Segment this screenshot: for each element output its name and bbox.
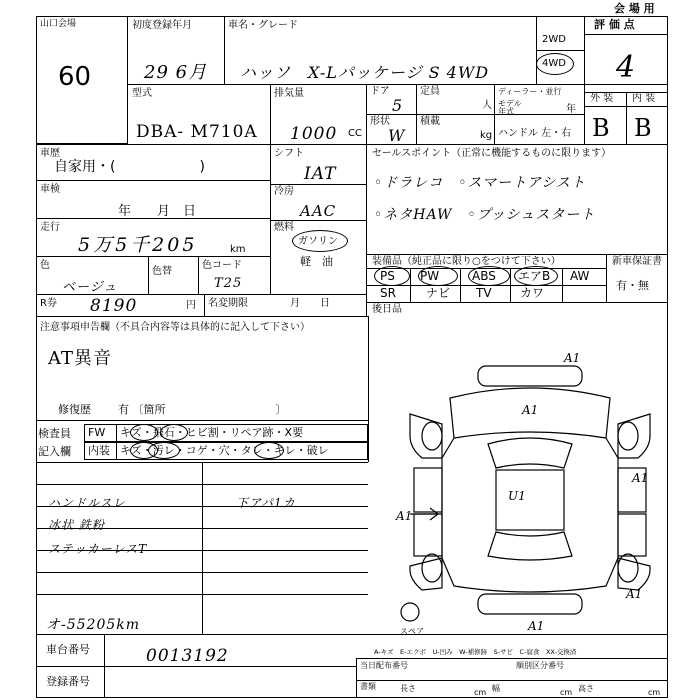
chassis-value: 0013192 [146, 646, 229, 666]
height-unit: cm [648, 688, 661, 697]
dealer-label: ディーラー・並行 [498, 87, 562, 96]
equipment-item: カワ [520, 286, 545, 300]
chassis-label: 車台番号 [46, 643, 90, 656]
diagram-legend: A-キズ E-エクボ U-凹み W-補修跡 S-サビ C-腐食 XX-交換済 [374, 648, 577, 656]
venue-label: 会 場 用 [614, 2, 655, 15]
inspection-label: 車検 [40, 184, 60, 195]
color-change-label: 色替 [152, 266, 172, 277]
fuel-gas-circle [292, 230, 348, 252]
height-label: 高さ [578, 684, 594, 693]
color-value: ベージュ [62, 280, 118, 295]
score-label: 評 価 点 [594, 18, 635, 31]
inspector-fw-items: キズ・飛石・ヒビ割・リペア跡・X要 [120, 426, 304, 439]
interior-label: 内 装 [632, 93, 656, 104]
fuel-light: 軽 油 [300, 255, 333, 268]
remarks-left-3: ステッカーレスT [48, 542, 148, 556]
model-value: DBA- M710A [136, 122, 258, 142]
name-change-value: 月 日 [290, 298, 330, 309]
year-unit: 年 [566, 104, 576, 115]
shift-value: IAT [304, 164, 337, 184]
drive-4wd-circle [536, 53, 574, 75]
mark-7: A1 [528, 619, 545, 633]
mark-4: A1 [396, 509, 413, 523]
doors-label: ドア [370, 86, 390, 97]
sales-label: セールスポイント（正常に機能するものに限ります） [372, 148, 612, 159]
equipment-item: AW [570, 269, 590, 283]
mark-5: A1 [632, 471, 649, 485]
repair-label: 修復歴 [58, 403, 91, 416]
drive-2wd: 2WD [542, 34, 566, 45]
load-unit: kg [480, 130, 493, 141]
mark-1: A1 [564, 351, 581, 365]
mark-6: A1 [626, 587, 643, 601]
odo-note: オ-55205km [46, 617, 141, 633]
lot-number: 60 [58, 62, 92, 92]
equipment-item: PW [420, 269, 440, 283]
km-unit: km [230, 244, 246, 255]
auction-house: 山口会場 [40, 19, 77, 29]
ac-value: AAC [300, 202, 337, 220]
color-label: 色 [40, 260, 50, 271]
doc-no-label: 当日配布番号 [360, 661, 408, 670]
equipment-item: エアB [518, 269, 551, 283]
body-type-value: W [388, 126, 406, 145]
inspector-interior-items: キズ・汚レ・コゲ・穴・タレ・キレ・破レ [120, 444, 329, 457]
new-warranty-value: 有・無 [616, 279, 649, 292]
exterior-label: 外 装 [590, 93, 614, 104]
handle-label: ハンドル 左・右 [498, 128, 572, 139]
inspector-label-2: 記入欄 [38, 445, 71, 458]
equipment-circle [514, 266, 558, 286]
drive-4wd: 4WD [542, 58, 566, 69]
mark-2: A1 [522, 403, 539, 417]
model-label: 型式 [132, 88, 152, 99]
seats-unit: 人 [482, 100, 492, 111]
first-reg-label: 初度登録年月 [132, 20, 192, 31]
r-value: 8190 [90, 296, 138, 316]
length-label: 長さ [400, 684, 416, 693]
exterior-value: B [592, 114, 611, 142]
width-label: 幅 [492, 684, 500, 693]
fuel-gas: ガソリン [298, 236, 338, 247]
load-label: 積載 [420, 116, 440, 127]
inspector-label-1: 検査員 [38, 427, 71, 440]
equipment-item: ナビ [426, 286, 451, 300]
equipment-circle [374, 266, 410, 286]
doc-label: 書類 [360, 682, 376, 691]
spare-label: スペア [400, 627, 424, 634]
equipment-label: 装備品（純正品に限り○をつけて下さい） [372, 256, 561, 267]
car-name-value: ハッソ X-Lパッケージ S 4WD [240, 63, 490, 82]
inspector-fw: FW [88, 426, 106, 439]
doors-value: 5 [392, 96, 404, 115]
color-code-label: 色コード [202, 260, 242, 271]
shift-label: シフト [274, 148, 304, 159]
cc-unit: CC [348, 128, 362, 139]
remarks-left-1: ハンドルスレ [48, 496, 126, 510]
remarks-left-2: 冰状 鉄粉 [48, 518, 105, 532]
fuel-label: 燃料 [274, 222, 294, 233]
width-unit: cm [560, 688, 573, 697]
sales-line2: ◦ネタHAW ◦プッシュスタート [374, 207, 596, 223]
score-value: 4 [616, 50, 637, 85]
rear-item-label: 後日品 [372, 304, 402, 315]
seats-label: 定員 [420, 86, 440, 97]
equipment-item: PS [380, 269, 395, 283]
equipment-item: ABS [472, 269, 496, 283]
r-label: R券 [40, 298, 57, 309]
repair-value: 有 〔箇所 〕 [118, 403, 287, 416]
equipment-item: SR [380, 286, 396, 300]
car-name-label: 車名・グレード [228, 20, 298, 31]
notes-label: 注意事項申告欄（不具合内容等は具体的に記入して下さい） [40, 322, 310, 333]
interior-value: B [634, 114, 653, 142]
body-type-label: 形状 [370, 116, 390, 127]
history-value: 自家用・( ) [54, 159, 205, 175]
inspector-interior: 内装 [88, 444, 110, 457]
inspection-value: 年 月 日 [118, 204, 197, 219]
history-label: 車歴 [40, 148, 60, 159]
yen-unit: 円 [186, 300, 196, 311]
length-unit: cm [474, 688, 487, 697]
color-code-value: T25 [214, 276, 243, 291]
notes-value: AT異音 [48, 348, 113, 369]
sales-line1: ◦ドラレコ ◦スマートアシスト [374, 175, 586, 191]
equipment-item: TV [476, 286, 492, 300]
reg-label: 登録番号 [46, 675, 90, 688]
displacement-value: 1000 [290, 124, 338, 144]
remarks-right-1: 下アパ1カ [236, 496, 296, 510]
name-change-label: 名変期限 [208, 298, 248, 309]
car-damage-diagram [370, 318, 668, 634]
new-warranty-label: 新車保証書 [612, 256, 662, 267]
equipment-circle [468, 266, 510, 286]
doc-ref-label: 順別区分番号 [516, 661, 564, 670]
mileage-value: 5万5千205 [78, 234, 198, 256]
displacement-label: 排気量 [274, 88, 304, 99]
model-year-label: モデル年式 [498, 99, 522, 116]
first-reg-value: 29 6月 [144, 62, 208, 83]
mark-3: U1 [508, 489, 526, 503]
mileage-label: 走行 [40, 222, 60, 233]
equipment-circle [418, 266, 458, 286]
ac-label: 冷房 [274, 186, 294, 197]
